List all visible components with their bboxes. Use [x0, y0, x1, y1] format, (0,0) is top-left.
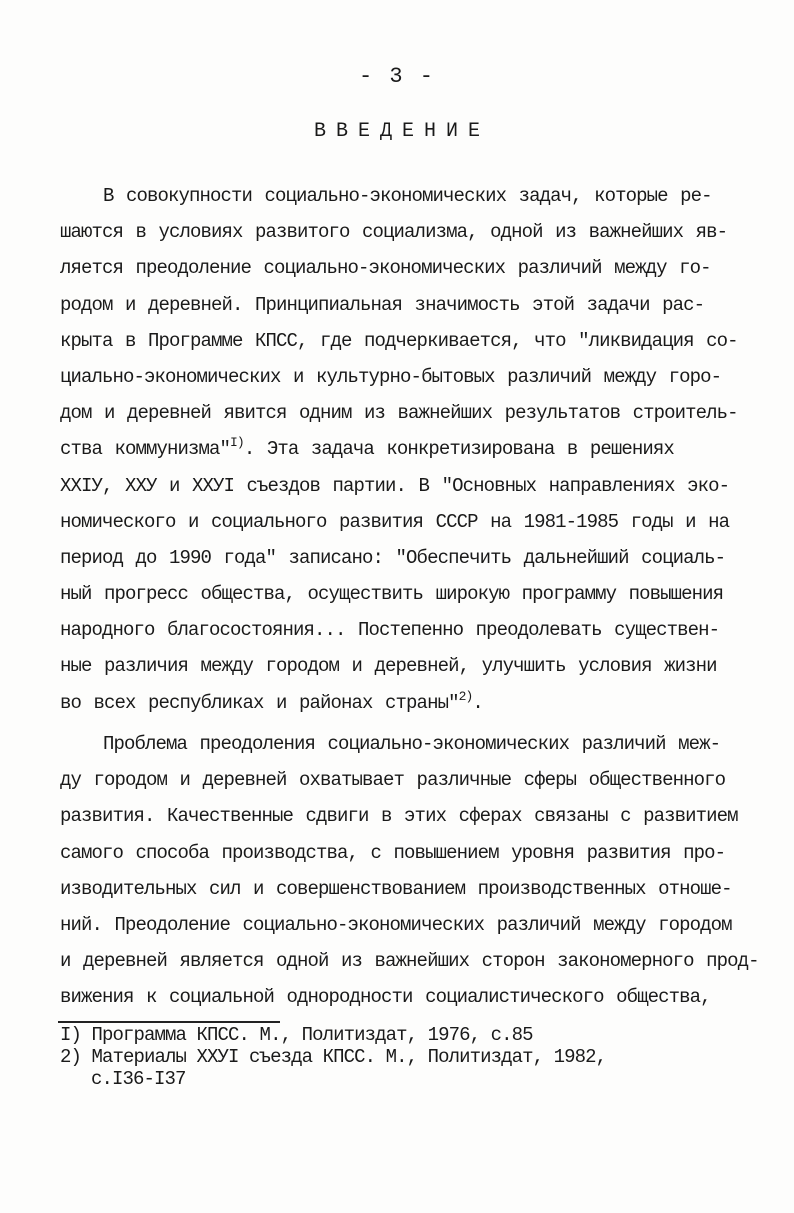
- paragraph-intro: [60, 178, 760, 721]
- text-line-with-footnote: [60, 431, 760, 467]
- text-line: самого способа производства, с повышением уровня развития про-: [60, 841, 726, 864]
- text-line: вижения к социальной однородности социалистического общества,: [60, 986, 711, 1009]
- page-number: - 3 -: [358, 64, 435, 89]
- text-line: ний. Преодоление социально-экономических различий между городом: [60, 913, 732, 936]
- text-line-with-footnote: [60, 685, 760, 721]
- footnote-pages: с.I36-I37: [91, 1068, 186, 1090]
- text-line: народного благосостояния... Постепенно преодолевать существен-: [60, 619, 720, 642]
- text-line: номического и социального развития СССР на 1981-1985 годы и на: [60, 510, 730, 533]
- text-line: ные различия между городом и деревней, улучшить условия жизни: [60, 655, 717, 678]
- footnote-divider: [58, 1021, 280, 1023]
- footnote-2: [60, 1046, 760, 1090]
- text-line: родом и деревней. Принципиальная значимость этой задачи рас-: [60, 293, 705, 316]
- line-text: .: [472, 691, 483, 714]
- footnotes: [60, 1024, 760, 1090]
- text-line: ный прогресс общества, осуществить широкую программу повышения: [60, 583, 724, 606]
- text-line: крыта в Программе КПСС, где подчеркивается, что "ликвидация со-: [60, 329, 738, 352]
- footnote-text: Программа КПСС. М., Политиздат, 1976, с.85: [91, 1024, 533, 1046]
- text-line: период до 1990 года" записано: "Обеспечить дальнейший социаль-: [60, 546, 726, 569]
- section-heading: ВВЕДЕНИЕ: [313, 120, 490, 143]
- line-text: . Эта задача конкретизирована в решениях: [243, 438, 674, 461]
- text-line: шаются в условиях развитого социализма, одной из важнейших яв-: [60, 221, 728, 244]
- line-text: ства коммунизма": [60, 438, 231, 461]
- text-line: В совокупности социально-экономических задач, которые ре-: [103, 185, 712, 207]
- text-line: развития. Качественные сдвиги в этих сферах связаны с развитием: [60, 805, 738, 828]
- text-line: дом и деревней явится одним из важнейших результатов строитель-: [60, 402, 738, 425]
- footnote-mark: I): [60, 1024, 82, 1046]
- paragraph-problem: [60, 726, 760, 1016]
- text-line: изводительных сил и совершенствованием производственных отноше-: [60, 877, 732, 900]
- text-line: и деревней является одной из важнейших сторон закономерного прод-: [60, 950, 759, 973]
- text-line: циально-экономических и культурно-бытовых различий между горо-: [60, 365, 722, 388]
- text-line: ХХIУ, ХХУ и ХХУI съездов партии. В "Основных направлениях эко-: [60, 474, 730, 497]
- text-line: Проблема преодоления социально-экономических различий меж-: [103, 733, 721, 755]
- line-text: во всех республиках и районах страны": [60, 691, 459, 714]
- footnote-ref-1[interactable]: I): [230, 435, 244, 451]
- text-line: ляется преодоление социально-экономических различий между го-: [60, 257, 711, 280]
- text-line: ду городом и деревней охватывает различные сферы общественного: [60, 769, 726, 792]
- footnote-ref-2[interactable]: 2): [458, 688, 473, 704]
- footnote-mark: 2): [60, 1046, 82, 1068]
- footnote-1: [60, 1024, 760, 1046]
- footnote-text: Материалы ХХУI съезда КПСС. М., Политиздат, 1982,: [91, 1046, 607, 1068]
